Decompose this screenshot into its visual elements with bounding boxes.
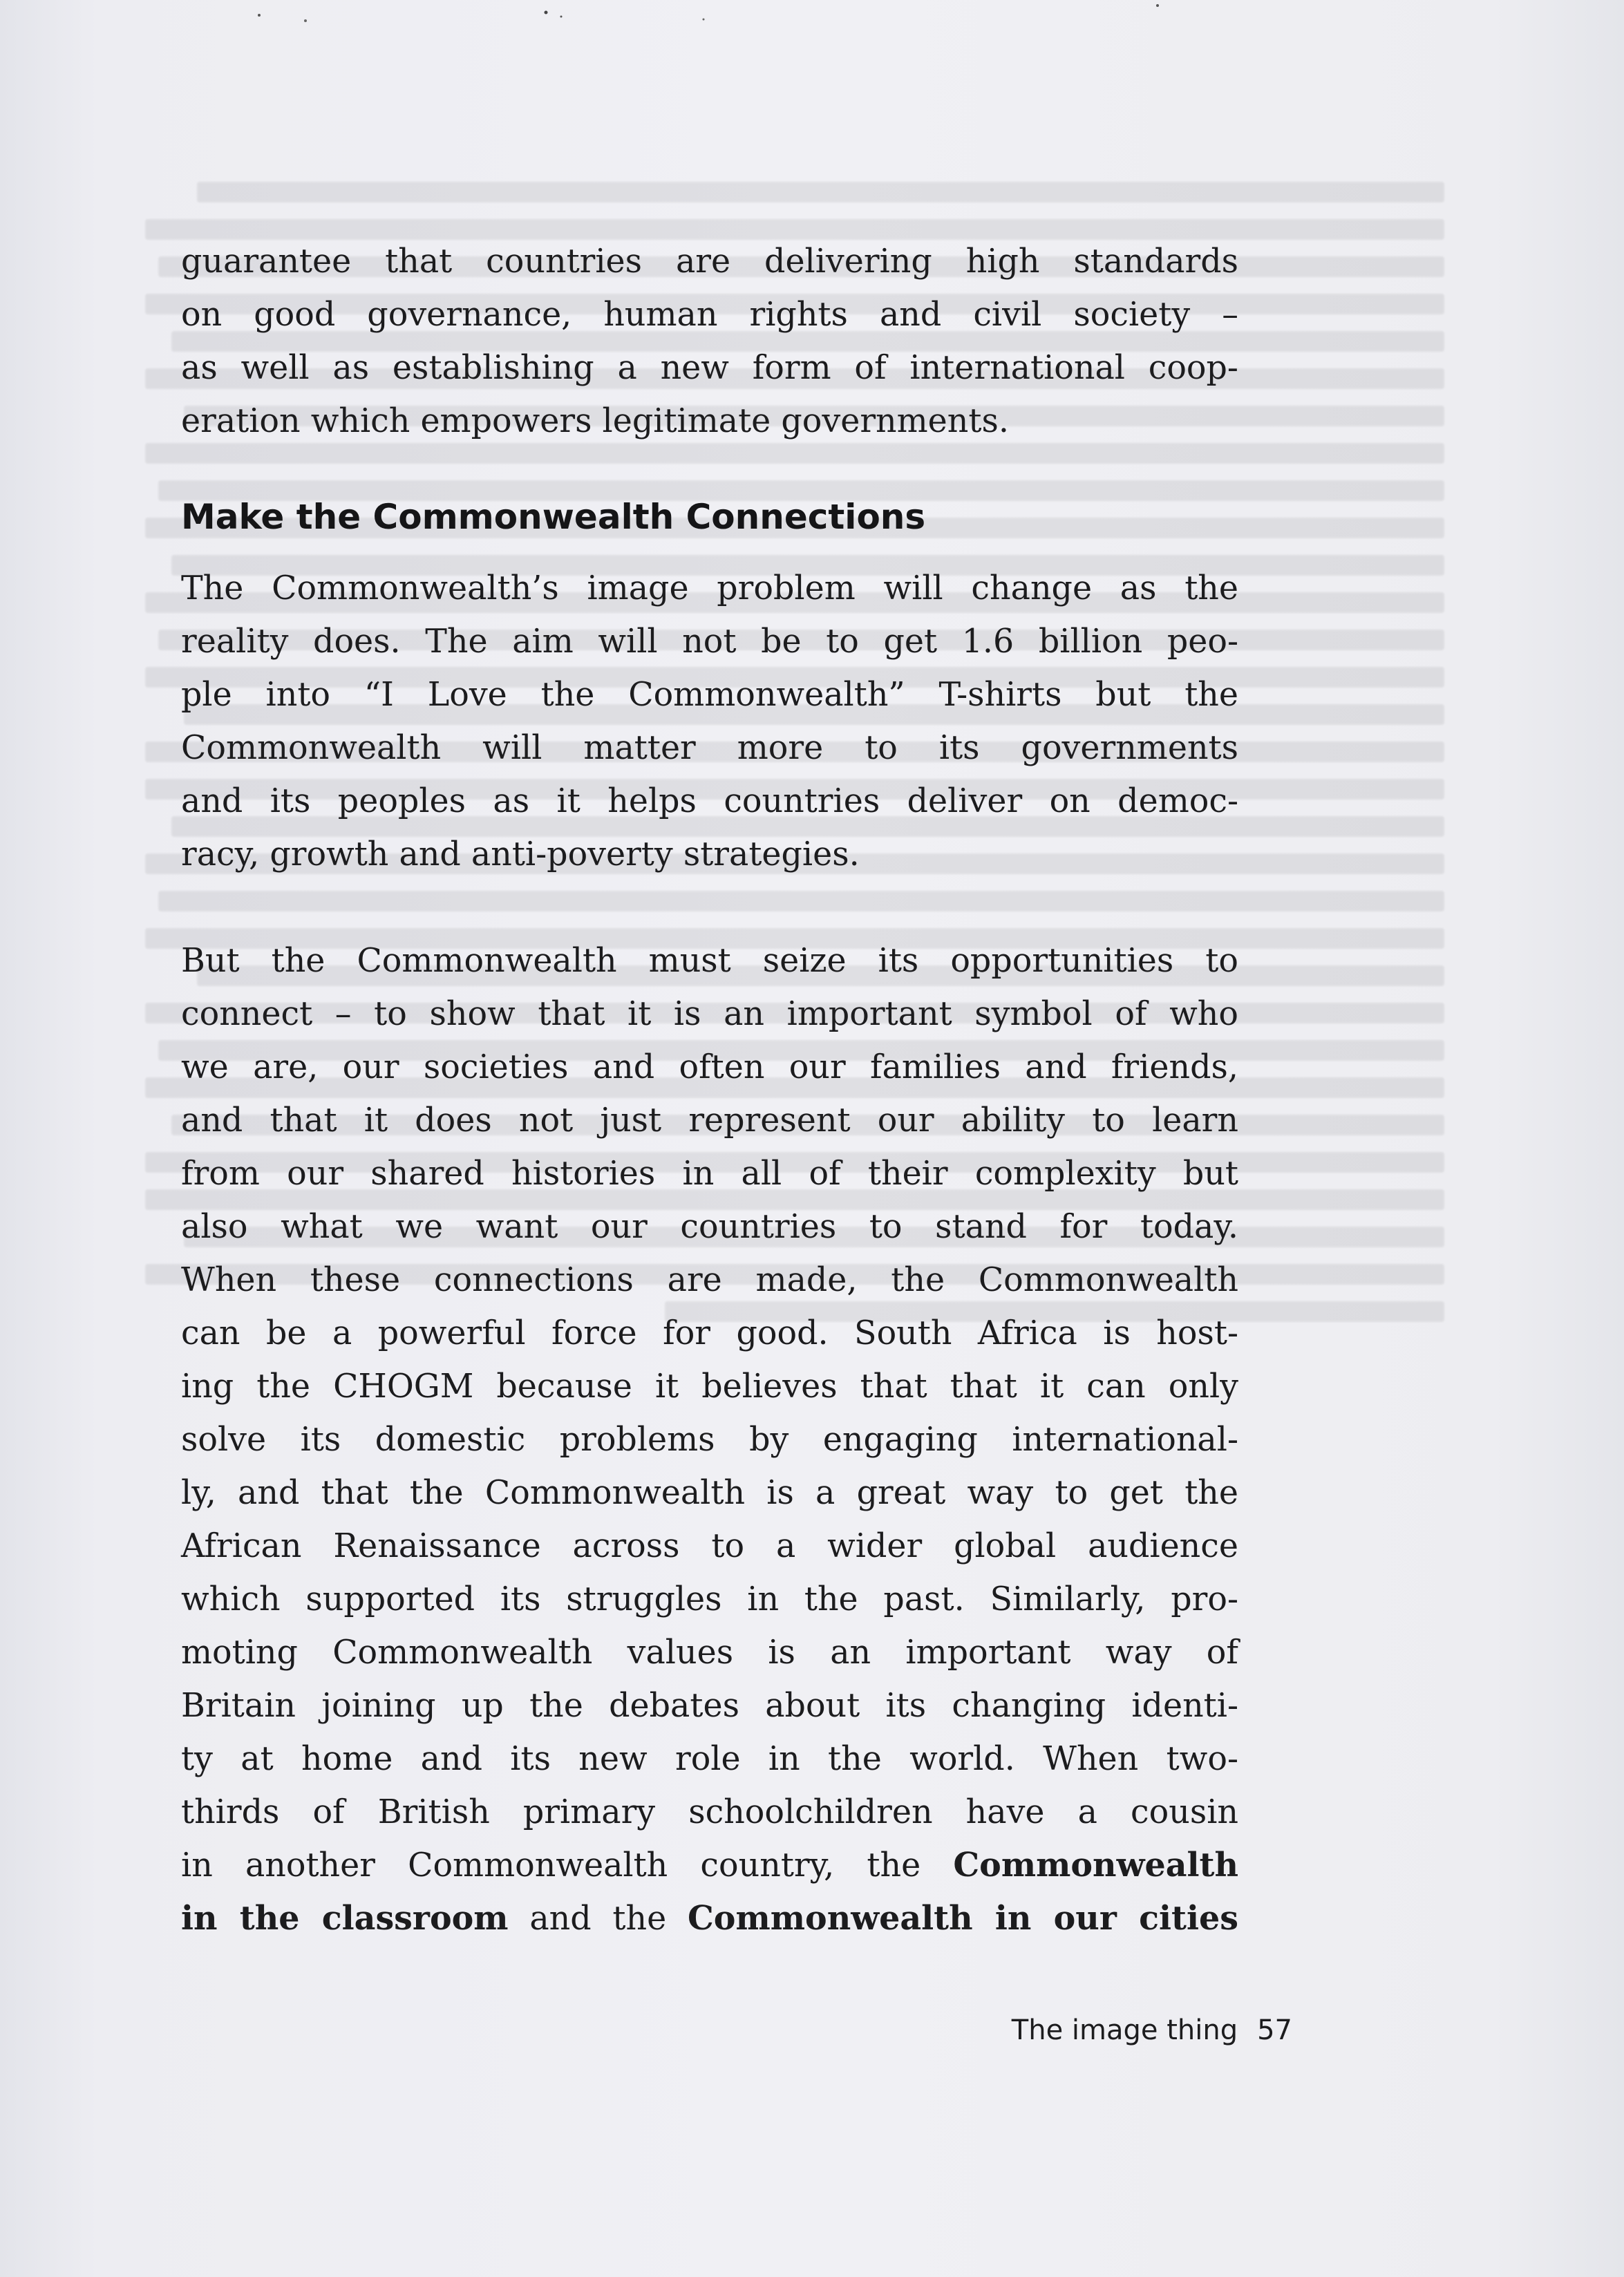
bold-phrase: Commonwealth [953,1846,1238,1884]
page-number: 57 [1257,2014,1292,2046]
text-line: on good governance, human rights and civil society – [181,296,1238,334]
page-footer [898,2014,1292,2046]
text-line: moting Commonwealth values is an important way of [181,1634,1238,1672]
section-heading: Make the Commonwealth Connections [181,497,926,537]
text-line: reality does. The aim will not be to get 1.6 billion peo- [181,623,1238,661]
text-line: and its peoples as it helps countries deliver on democ- [181,782,1238,820]
inline-text: in another Commonwealth country, the [181,1846,954,1884]
text-line: as well as establishing a new form of international coop- [181,349,1238,387]
paragraph-spacer [181,881,1238,934]
text-line: ple into “I Love the Commonwealth” T-shirts but the [181,676,1238,714]
paragraph-2 [181,562,1238,881]
text-line: ly, and that the Commonwealth is a great way to get the [181,1474,1238,1512]
scan-specks [0,0,1624,41]
text-line: guarantee that countries are delivering high standards [181,243,1238,281]
text-line: we are, our societies and often our families and friends, [181,1048,1238,1086]
text-line: and that it does not just represent our ability to learn [181,1102,1238,1140]
inline-text: and the [508,1900,688,1938]
text-line: ty at home and its new role in the world. When two- [181,1740,1238,1778]
body-text [181,235,1238,1945]
text-line: Commonwealth will matter more to its governments [181,729,1238,767]
text-line: also what we want our countries to stand for today. [181,1208,1238,1246]
text-line: When these connections are made, the Commonwealth [181,1261,1238,1299]
text-line: But the Commonwealth must seize its opportunities to [181,942,1238,980]
paragraph-3 [181,934,1238,1945]
bold-phrase: in the classroom [181,1899,509,1938]
text-line: African Renaissance across to a wider global audience [181,1527,1238,1565]
paragraph-1 [181,235,1238,448]
text-line: ing the CHOGM because it believes that that it can only [181,1368,1238,1406]
text-line-mixed [181,1892,1238,1945]
text-line: can be a powerful force for good. South Africa is host- [181,1314,1238,1352]
text-line: connect – to show that it is an important symbol of who [181,995,1238,1033]
text-line: racy, growth and anti-poverty strategies. [181,835,860,873]
text-line-mixed [181,1839,1238,1892]
text-line: solve its domestic problems by engaging international- [181,1421,1238,1459]
bold-phrase: Commonwealth in our cities [688,1899,1238,1938]
text-line: thirds of British primary schoolchildren have a cousin [181,1793,1238,1831]
text-line: Britain joining up the debates about its changing identi- [181,1687,1238,1725]
running-title: The image thing [1011,2014,1238,2046]
text-line: eration which empowers legitimate governments. [181,402,1009,440]
text-line: The Commonwealth’s image problem will change as the [181,569,1238,607]
text-line: which supported its struggles in the past. Similarly, pro- [181,1580,1238,1618]
text-line: from our shared histories in all of their complexity but [181,1155,1238,1193]
